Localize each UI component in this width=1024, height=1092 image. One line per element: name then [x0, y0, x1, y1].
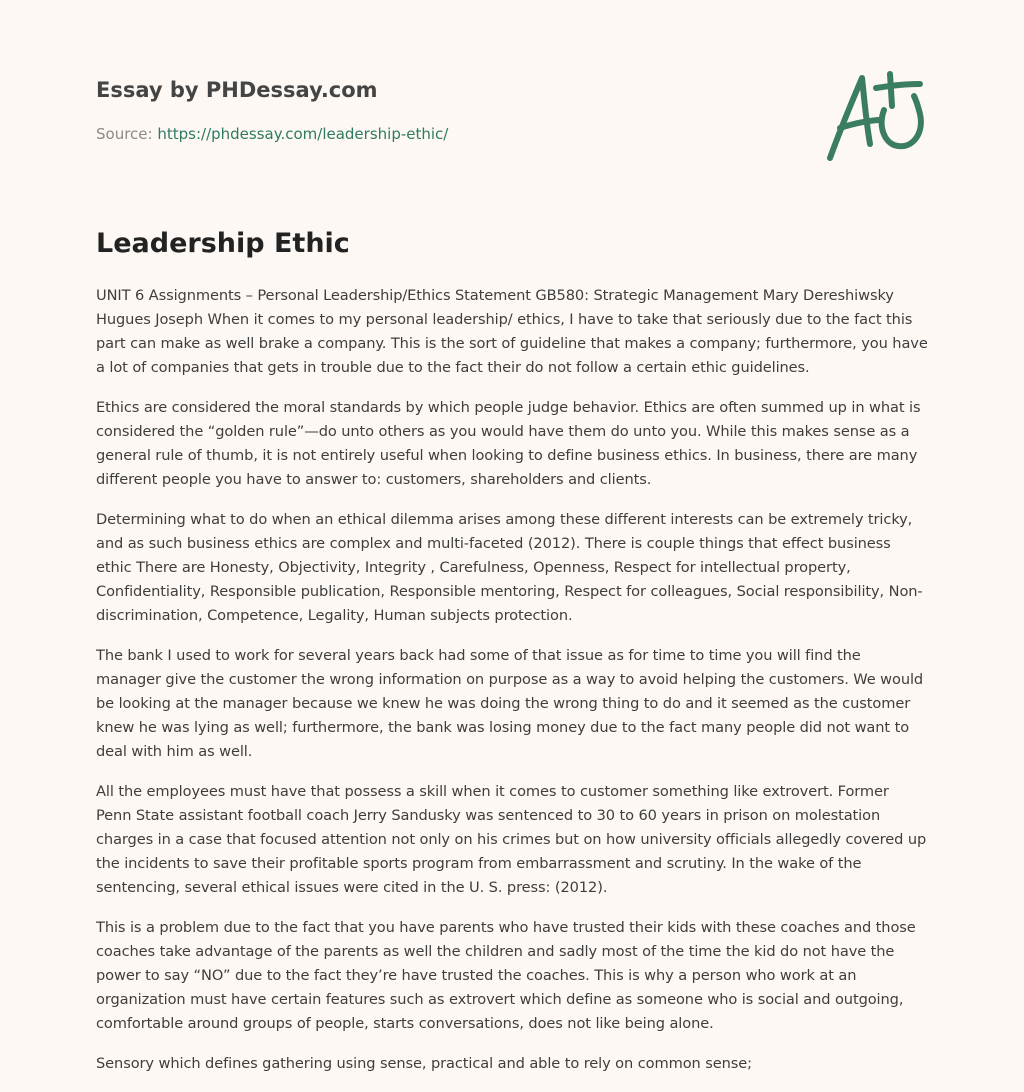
article-paragraph: Determining what to do when an ethical dilemma arises among these different interests can be extremely tricky, and as such business ethics are complex and multi-faceted (2012). There is couple things that effect business ethic There are Honesty, Objectivity, Integrity , Carefulness, Openness, Respect for intellectual property, Confidentiality, Responsible publication, Responsible mentoring, Respect for colleagues, Social responsibility, Non-discrimination, Competence, Legality, Human subjects protection.	[96, 511, 923, 624]
article-paragraph: This is a problem due to the fact that you have parents who have trusted their kids with these coaches and those coaches take advantage of the parents as well the children and sadly most of the time the kid do not have the power to say “NO” due to the fact they’re have trusted the coaches. This is why a person who work at an organization must have certain features such as extrovert which define as someone who is social and outgoing, comfortable around groups of people, starts conversations, does not like being alone.	[96, 919, 916, 1032]
article-paragraph: UNIT 6 Assignments – Personal Leadership/Ethics Statement GB580: Strategic Management Mary Dereshiwsky Hugues Joseph When it comes to my personal leadership/ ethics, I have to take that seriously due to the fact this part can make as well brake a company. This is the sort of guideline that makes a company; furthermore, you have a lot of companies that gets in trouble due to the fact their do not follow a certain ethic guidelines.	[96, 287, 928, 376]
article-title: Leadership Ethic	[96, 228, 350, 259]
site-title: Essay by PHDessay.com	[96, 78, 378, 102]
source-link[interactable]: https://phdessay.com/leadership-ethic/	[157, 125, 449, 143]
source-label: Source:	[96, 125, 153, 143]
source-line	[96, 124, 796, 144]
a-plus-logo-icon	[820, 66, 932, 166]
article-paragraph: All the employees must have that possess a skill when it comes to customer something like extrovert. Former Penn State assistant football coach Jerry Sandusky was sentenced to 30 to 60 years in prison on molestation charges in a case that focused attention not only on his crimes but on how university officials allegedly covered up the incidents to save their profitable sports program from embarrassment and scrutiny. In the wake of the sentencing, several ethical issues were cited in the U. S. press: (2012).	[96, 783, 927, 896]
document-header	[96, 76, 796, 144]
article-paragraph: The bank I used to work for several years back had some of that issue as for time to time you will find the manager give the customer the wrong information on purpose as a way to avoid helping the customers. We would be looking at the manager because we knew he was doing the wrong thing to do and it seemed as the customer knew he was lying as well; furthermore, the bank was losing money due to the fact many people did not want to deal with him as well.	[96, 647, 924, 760]
article-paragraph: Sensory which defines gathering using sense, practical and able to rely on common sense;	[96, 1055, 752, 1072]
article-paragraph: Ethics are considered the moral standards by which people judge behavior. Ethics are often summed up in what is considered the “golden rule”—do unto others as you would have them do unto you. While this makes sense as a general rule of thumb, it is not entirely useful when looking to define business ethics. In business, there are many different people you have to answer to: customers, shareholders and clients.	[96, 399, 921, 488]
article	[96, 226, 928, 1092]
